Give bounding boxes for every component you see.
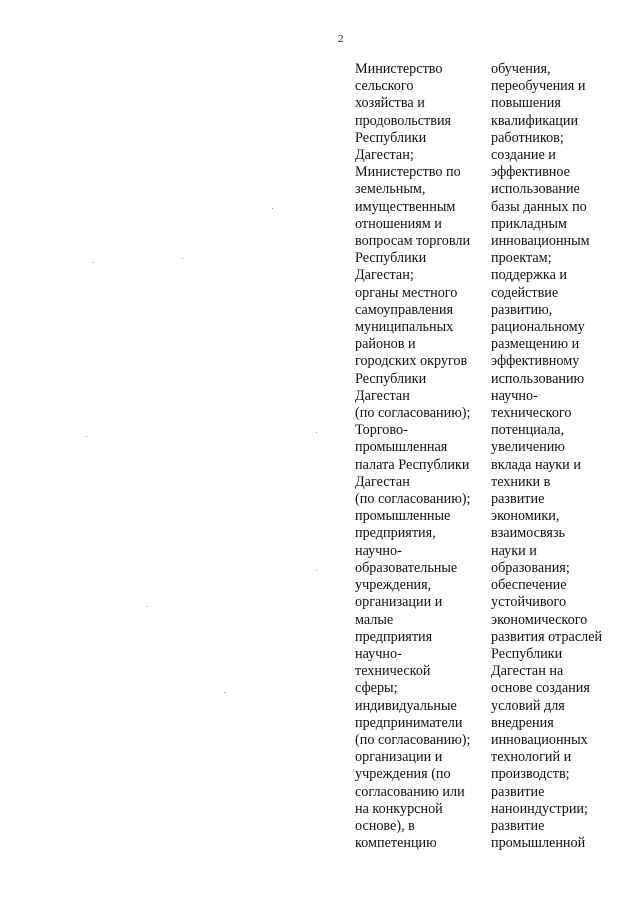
left-column-line: сферы;	[355, 680, 398, 697]
left-column-line: образовательные	[355, 559, 458, 576]
left-column-line: Республики	[355, 129, 427, 146]
left-column-line: предприятия,	[355, 525, 436, 542]
left-column-line: самоуправления	[355, 301, 453, 318]
left-column-line: палата Республики	[355, 456, 470, 473]
left-column-line: компетенцию	[355, 835, 437, 852]
left-column-line: Республики	[355, 250, 427, 267]
right-column-line: переобучения и	[491, 78, 586, 95]
right-column-line: квалификации	[491, 112, 579, 129]
right-column-line: экономики,	[491, 508, 560, 525]
left-column-line: (по согласованию);	[355, 731, 471, 748]
left-column-line: индивидуальные	[355, 697, 457, 714]
left-column-line: (по согласованию);	[355, 405, 471, 422]
right-column-line: наноиндустрии;	[491, 800, 588, 817]
left-column	[355, 61, 485, 852]
right-column-line: вклада науки и	[491, 456, 581, 473]
left-column-line: районов и	[355, 336, 416, 353]
scan-speck	[147, 606, 148, 607]
right-column-line: повышения	[491, 95, 561, 112]
scan-speck	[182, 258, 183, 259]
right-column-line: технологий и	[491, 749, 572, 766]
scan-speck	[93, 262, 94, 263]
scan-speck	[316, 432, 317, 433]
left-column-line: Дагестан;	[355, 147, 414, 164]
right-column-line: содействие	[491, 284, 559, 301]
left-column-line: промышленные	[355, 508, 451, 525]
right-column-line: науки и	[491, 542, 537, 559]
left-column-line: вопросам торговли	[355, 233, 471, 250]
left-column-line: Дагестан;	[355, 267, 414, 284]
left-column-line: научно-	[355, 645, 402, 662]
right-column-line: технического	[491, 405, 572, 422]
left-column-line: (по согласованию);	[355, 491, 471, 508]
scan-speck	[316, 570, 317, 571]
scan-speck	[224, 692, 225, 693]
left-column-line: организации и	[355, 749, 443, 766]
left-column-line: предприятия	[355, 628, 433, 645]
left-column-line: сельского	[355, 78, 414, 95]
right-column-line: Республики	[491, 645, 563, 662]
left-column-line: продовольствия	[355, 112, 452, 129]
right-column-line: устойчивого	[491, 594, 567, 611]
right-column-line: условий для	[491, 697, 565, 714]
left-column-line: основе), в	[355, 817, 415, 834]
right-column-line: развитие	[491, 817, 545, 834]
right-column-line: Дагестан на	[491, 663, 564, 680]
left-column-line: технической	[355, 663, 431, 680]
right-column-line: прикладным	[491, 215, 567, 232]
right-column-line: обеспечение	[491, 577, 567, 594]
right-column-line: инновационных	[491, 731, 588, 748]
right-column	[491, 61, 631, 852]
right-column-line: развитие	[491, 783, 545, 800]
right-column-line: эффективное	[491, 164, 570, 181]
right-column-line: развитию,	[491, 301, 553, 318]
right-column-line: взаимосвязь	[491, 525, 566, 542]
page-number: 2	[338, 33, 344, 45]
left-column-line: Дагестан	[355, 387, 410, 404]
left-column-line: Министерство	[355, 61, 443, 77]
left-column-line: на конкурсной	[355, 800, 443, 817]
right-column-line: эффективному	[491, 353, 580, 370]
right-column-line: размещению и	[491, 336, 580, 353]
left-column-line: предприниматели	[355, 714, 463, 731]
left-column-line: отношениям и	[355, 215, 442, 232]
right-column-line: базы данных по	[491, 198, 587, 215]
right-column-line: научно-	[491, 387, 538, 404]
left-column-line: Торгово-	[355, 422, 408, 439]
left-column-line: муниципальных	[355, 319, 454, 336]
left-column-line: городских округов	[355, 353, 468, 370]
left-column-line: организации и	[355, 594, 443, 611]
right-column-line: создание и	[491, 147, 556, 164]
right-column-line: развития отраслей	[491, 628, 603, 645]
left-column-line: органы местного	[355, 284, 458, 301]
left-column-line: Дагестан	[355, 473, 410, 490]
right-column-line: основе создания	[491, 680, 590, 697]
right-column-line: потенциала,	[491, 422, 565, 439]
right-column-line: проектам;	[491, 250, 552, 267]
right-column-line: развитие	[491, 491, 545, 508]
right-column-line: инновационным	[491, 233, 590, 250]
left-column-line: научно-	[355, 542, 402, 559]
left-column-line: имущественным	[355, 198, 456, 215]
right-column-line: производств;	[491, 766, 570, 783]
right-column-line: рациональному	[491, 319, 585, 336]
left-column-line: малые	[355, 611, 394, 628]
right-column-line: работников;	[491, 129, 564, 146]
left-column-line: земельным,	[355, 181, 426, 198]
right-column-line: использование	[491, 181, 580, 198]
right-column-line: обучения,	[491, 61, 551, 77]
scan-speck	[272, 208, 273, 209]
scan-speck	[86, 436, 87, 437]
left-column-line: Республики	[355, 370, 427, 387]
right-column-line: образования;	[491, 559, 570, 576]
right-column-line: использованию	[491, 370, 585, 387]
right-column-line: техники в	[491, 473, 551, 490]
right-column-line: увеличению	[491, 439, 565, 456]
left-column-line: учреждения,	[355, 577, 432, 594]
left-column-line: Министерство по	[355, 164, 461, 181]
left-column-line: хозяйства и	[355, 95, 425, 112]
right-column-line: экономического	[491, 611, 588, 628]
left-column-line: промышленная	[355, 439, 448, 456]
left-column-line: согласованию или	[355, 783, 465, 800]
right-column-line: промышленной	[491, 835, 586, 852]
left-column-line: учреждения (по	[355, 766, 451, 783]
right-column-line: внедрения	[491, 714, 554, 731]
right-column-line: поддержка и	[491, 267, 568, 284]
